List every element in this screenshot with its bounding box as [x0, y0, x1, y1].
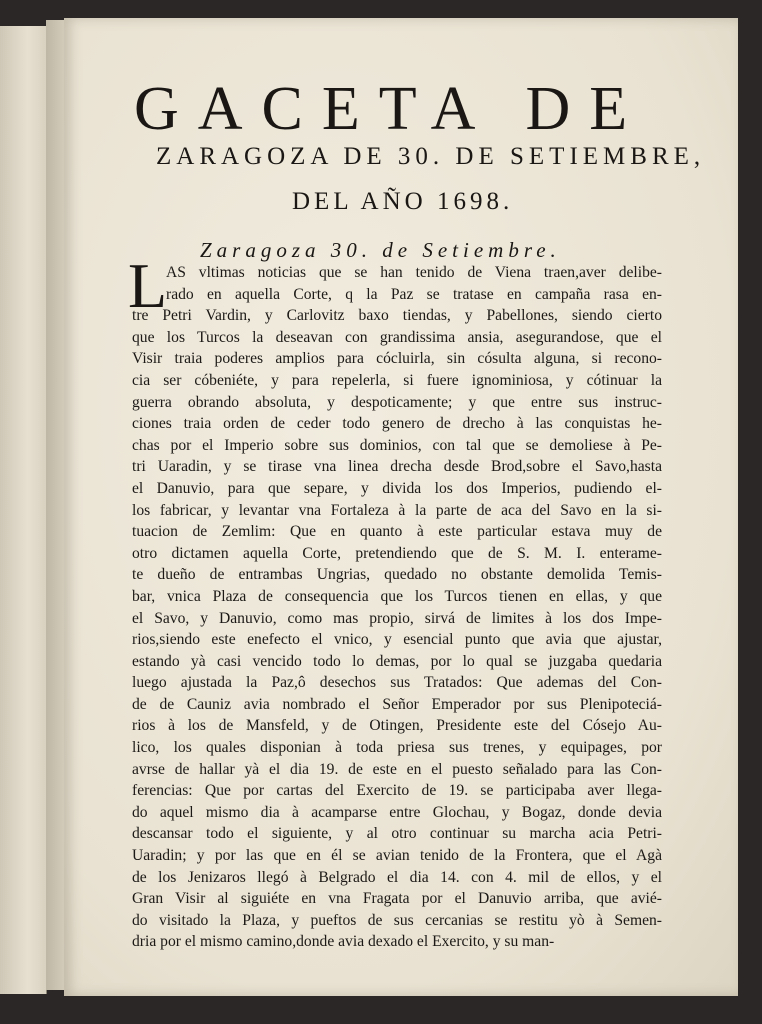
article-line: guerra obrando absoluta, y despoticamente; y que entre sus instruc-: [132, 393, 662, 411]
article-line: avrse de hallar yà el dia 19. de este en el puesto señalado para las Con-: [132, 760, 662, 778]
article-line: el Danuvio, para que separe, y divida los dos Imperios, pudiendo el-: [132, 479, 662, 497]
article-line: de los Jenizaros llegó à Belgrado el dia 14. con 4. mil de ellos, y el: [132, 868, 662, 886]
article-line: do visitado la Plaza, y pueftos de sus cercanias se restitu yò à Semen-: [132, 911, 662, 929]
article-line: Uaradin; y por las que en él se avian tenido de la Frontera, que el Agà: [132, 847, 662, 865]
article-line: los fabricar, y levantar vna Fortaleza à la parte de aca del Savo en la si-: [132, 501, 662, 519]
facing-page-edge: [0, 26, 47, 994]
drop-cap: L: [128, 250, 168, 321]
article-line: que los Turcos la deseavan con grandissima ansia, asegurandose, que el: [132, 328, 662, 346]
article-line: tuacion de Zemlim: Que en quanto à este particular estava muy de: [132, 523, 662, 541]
article-line: ferencias: Que por cartas del Exercito de 19. se participaba aver llega-: [132, 782, 662, 800]
article-line: rado en aquella Corte, q la Paz se tratase en campaña rasa en-: [166, 285, 662, 303]
article-line: chas por el Imperio sobre sus dominios, con tal que se demoliese à Pe-: [132, 436, 662, 454]
article-line: AS vltimas noticias que se han tenido de Viena traen,aver delibe-: [166, 264, 662, 281]
article-line: bar, vnica Plaza de consequencia que los Turcos tienen en ellas, y que: [132, 587, 662, 605]
article-line: dria por el mismo camino,donde avia dexado el Exercito, y su man-: [132, 933, 555, 951]
article-body: [132, 262, 662, 953]
article-dateline: Zaragoza 30. de Setiembre.: [200, 238, 561, 262]
gazette-year: DEL AÑO 1698.: [292, 188, 514, 215]
article-line: de de Cauniz avia nombrado el Señor Emperador por sus Plenipoteciá-: [132, 695, 662, 713]
article-line: tri Uaradin, y se tirase vna linea drecha desde Brod,sobre el Savo,hasta: [132, 458, 662, 476]
article-line: el Savo, y Danuvio, como mas propio, sirvá de limites à los dos Impe-: [132, 609, 662, 627]
article-line: ciones traia orden de ceder todo genero de drecho à las conquistas he-: [132, 415, 662, 433]
article-line: Gran Visir al siguiéte en vna Fragata por el Danuvio arriba, que avié-: [132, 890, 662, 908]
gazette-title: GACETA DE: [134, 75, 647, 143]
article-line: cia ser cóbeniéte, y para repelerla, si fuere ignominiosa, y cótinuar la: [132, 371, 662, 389]
article-line: lico, los quales disponian à toda priesa sus trenes, y equipages, por: [132, 739, 662, 757]
article-line: te dueño de entrambas Ungrias, quedado no obstante demolida Temis-: [132, 566, 662, 584]
article-line: rios à los de Mansfeld, y de Otingen, Presidente este del Cósejo Au-: [132, 717, 662, 735]
article-line: Visir traia poderes amplios para cócluirla, sin cósulta alguna, si recono-: [132, 350, 662, 368]
article-line: estando yà casi vencido todo lo demas, por lo qual se juzgaba quedaria: [132, 652, 662, 670]
article-line: tre Petri Vardin, y Carlovitz baxo tiendas, y Pabellones, siendo cierto: [132, 307, 662, 325]
article-line: do aquel mismo dia à acamparse entre Glochau, y Bogaz, donde devia: [132, 803, 662, 821]
article-line: luego ajustada la Paz,ô desechos sus Tratados: Que ademas del Con-: [132, 674, 662, 692]
article-line: descansar todo el siguiente, y al otro continuar su marcha acia Petri-: [132, 825, 662, 843]
article-line: rios,siendo este enefecto el vnico, y esencial punto que avia que ajustar,: [132, 631, 662, 649]
article-line: otro dictamen aquella Corte, pretendiendo que de S. M. I. enterame-: [132, 544, 662, 562]
gazette-subtitle: ZARAGOZA DE 30. DE SETIEMBRE,: [156, 143, 706, 170]
